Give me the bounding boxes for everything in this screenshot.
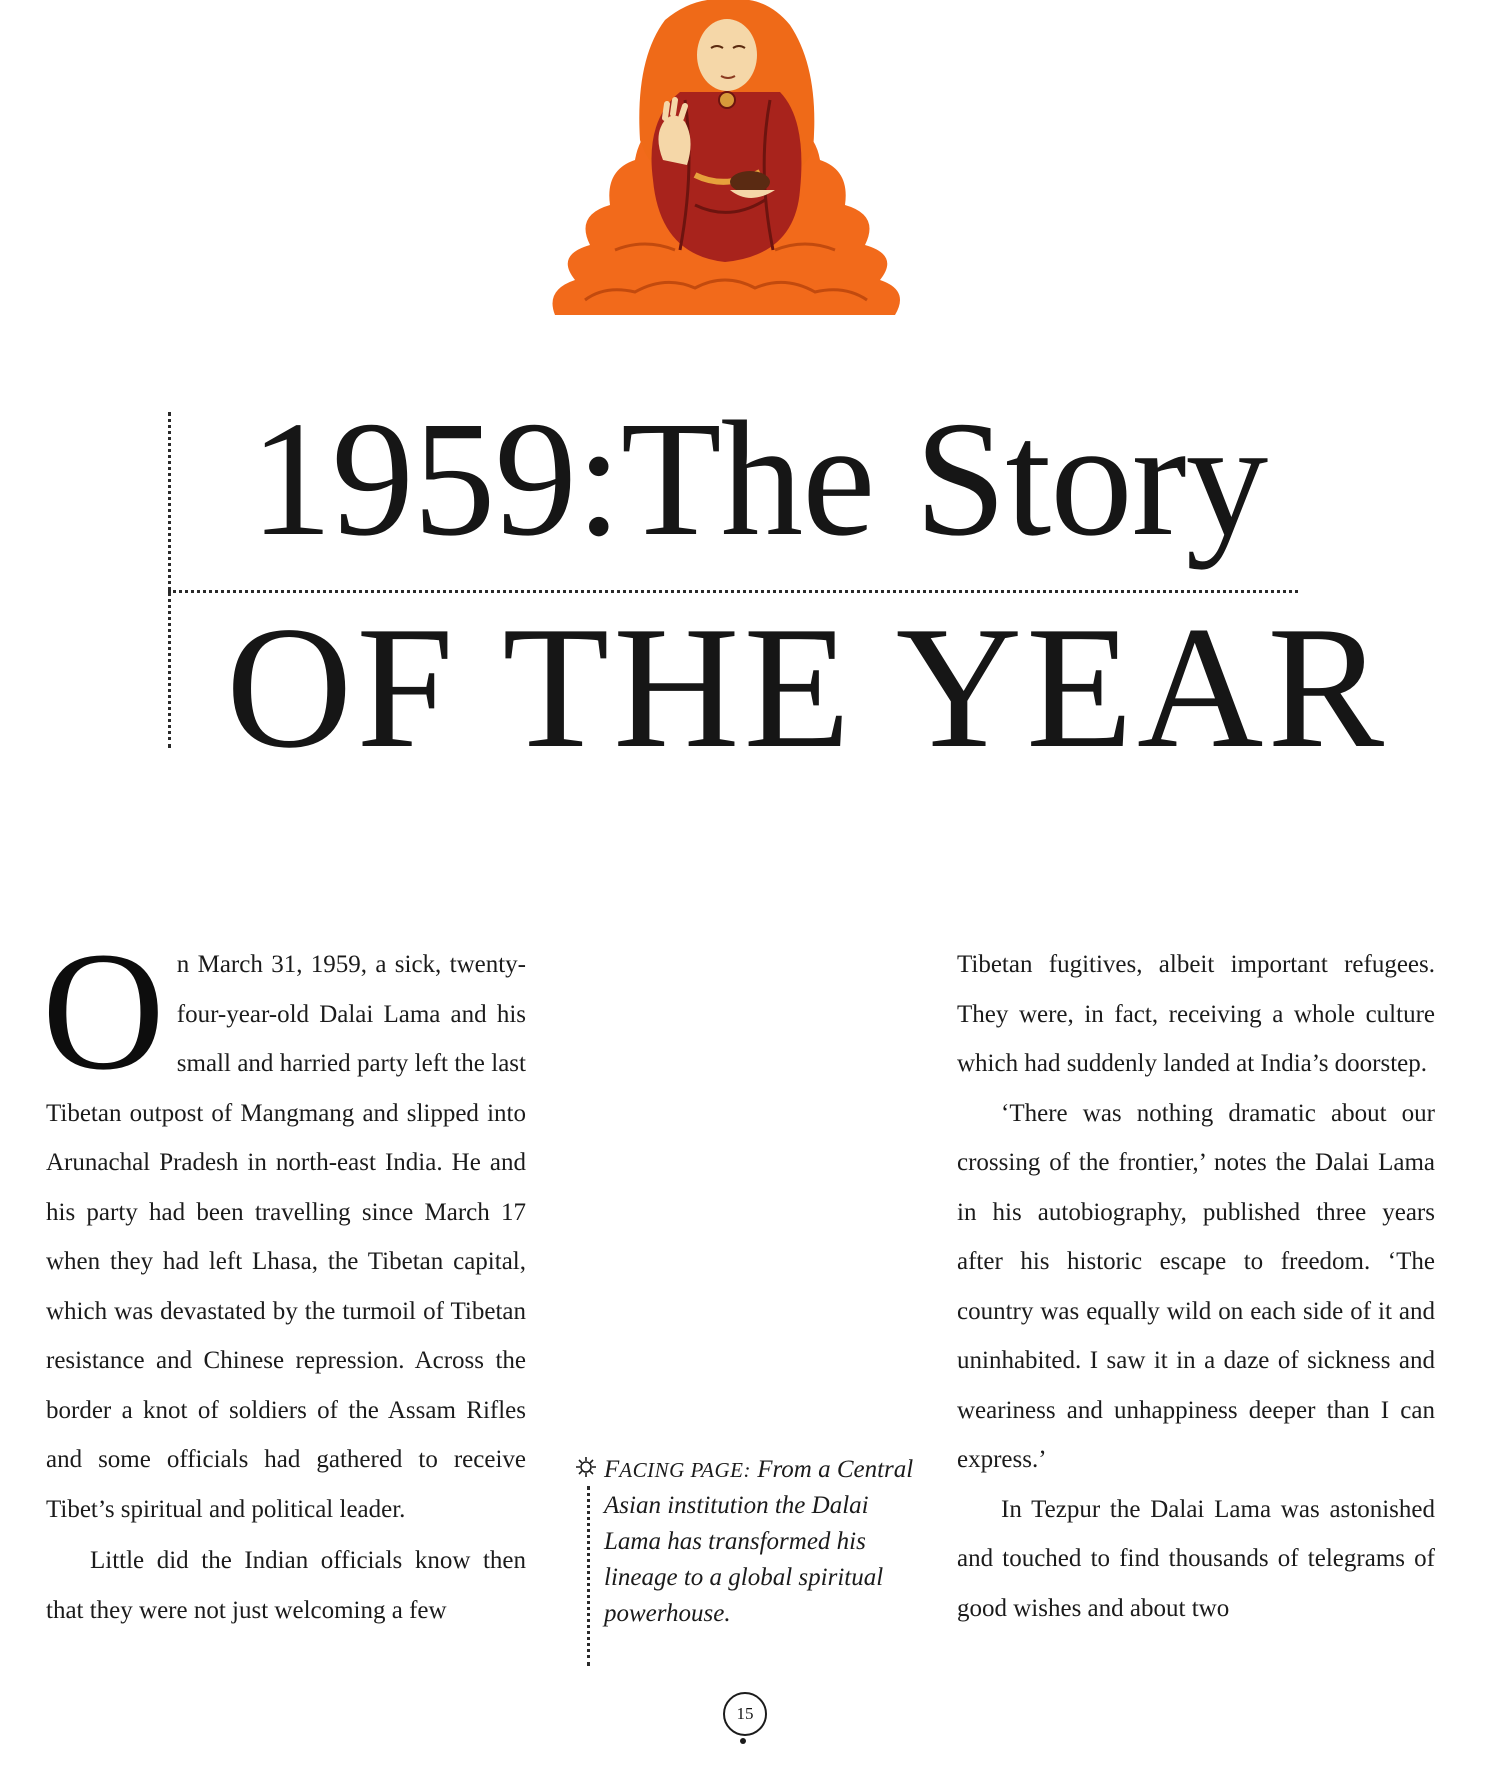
- caption-lead-initial: F: [604, 1456, 620, 1483]
- page-number: 15: [723, 1692, 767, 1736]
- title-line-1: 1959:The Story: [250, 387, 1268, 570]
- left-paragraph-2: Little did the Indian officials know then that they were not just welcoming a few: [46, 1547, 526, 1624]
- right-column: [957, 940, 1435, 1633]
- title-line-2: OF THE YEAR: [226, 590, 1389, 784]
- caption-text: From a Central Asian institution the Dalai Lama has transformed his lineage to a global spiritual powerhouse.: [604, 1456, 914, 1627]
- facing-page-caption: [604, 1452, 914, 1632]
- page-number-dot: [740, 1738, 746, 1744]
- right-paragraph-2: ‘There was nothing dramatic about our crossing of the frontier,’ notes the Dalai Lama in his autobiography, published three years after his historic escape to freedom. ‘The country was equally wild on each side of it and uninhabited. I saw it in a daze of sickness and weariness and unhappiness deeper than I can express.’: [957, 1099, 1435, 1473]
- left-paragraph-1: n March 31, 1959, a sick, twenty-four-year-old Dalai Lama and his small and harried party left the last Tibetan outpost of Mangmang and slipped into Arunachal Pradesh in north-east India. He and his party had been travelling since March 17 when they had left Lhasa, the Tibetan capital, which was devastated by the turmoil of Tibetan resistance and Chinese repression. Across the border a knot of soldiers of the Assam Rifles and some officials had gathered to receive Tibet’s spiritual and political leader.: [46, 951, 526, 1523]
- left-column: [42, 917, 526, 1635]
- title-vertical-rule: [168, 412, 171, 748]
- right-paragraph-1: Tibetan fugitives, albeit important refugees. They were, in fact, receiving a whole culture which had suddenly landed at India’s doorstep.: [957, 951, 1435, 1077]
- drop-cap: O: [42, 917, 165, 1105]
- caption-lead: ACING PAGE:: [619, 1458, 751, 1482]
- monk-illustration: [545, 0, 905, 330]
- right-paragraph-3: In Tezpur the Dalai Lama was astonished and touched to find thousands of telegrams of good wishes and about two: [957, 1495, 1435, 1622]
- caption-dotted-rule: [587, 1486, 590, 1666]
- sun-ornament-icon: [575, 1456, 597, 1478]
